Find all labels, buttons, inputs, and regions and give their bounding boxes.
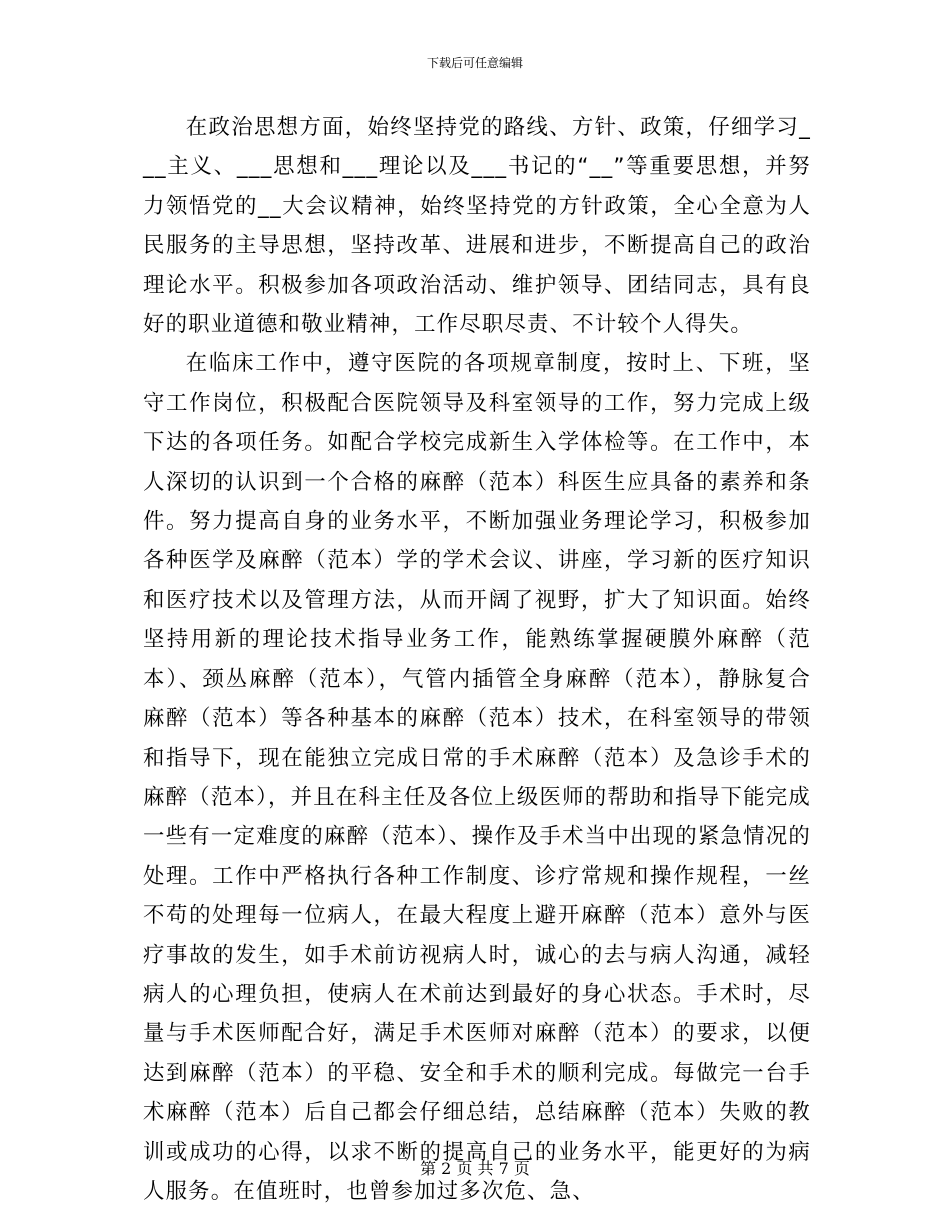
document-body [143,108,811,1211]
page-number-footer: 第 2 页 共 7 页 [420,1159,530,1178]
page-header-note: 下载后可任意编辑 [426,56,523,70]
paragraph-clinical-work: 在临床工作中，遵守医院的各项规章制度，按时上、下班，坚守工作岗位，积极配合医院领导及科室领导的工作，努力完成上级下达的各项任务。如配合学校完成新生入学体检等。在工作中，本人深切的认识到一个合格的麻醉（范本）科医生应具备的素养和条件。努力提高自身的业务水平，不断加强业务理论学习，积极参加各种医学及麻醉（范本）学的学术会议、讲座，学习新的医疗知识和医疗技术以及管理方法，从而开阔了视野，扩大了知识面。始终坚持用新的理论技术指导业务工作，能熟练掌握硬膜外麻醉（范本）、颈丛麻醉（范本），气管内插管全身麻醉（范本），静脉复合麻醉（范本）等各种基本的麻醉（范本）技术，在科室领导的带领和指导下，现在能独立完成日常的手术麻醉（范本）及急诊手术的麻醉（范本），并且在科主任及各位上级医师的帮助和指导下能完成一些有一定难度的麻醉（范本）、操作及手术当中出现的紧急情况的处理。工作中严格执行各种工作制度、诊疗常规和操作规程，一丝不苟的处理每一位病人，在最大程度上避开麻醉（范本）意外与医疗事故的发生，如手术前访视病人时，诚心的去与病人沟通，减轻病人的心理负担，使病人在术前达到最好的身心状态。手术时，尽量与手术医师配合好，满足手术医师对麻醉（范本）的要求，以便达到麻醉（范本）的平稳、安全和手术的顺利完成。每做完一台手术麻醉（范本）后自己都会仔细总结，总结麻醉（范本）失败的教训或成功的心得，以求不断的提高自己的业务水平，能更好的为病人服务。在值班时，也曾参加过多次危、急、 [143,351,811,1204]
paragraph-political-thought: 在政治思想方面，始终坚持党的路线、方针、政策，仔细学习___主义、___思想和___理论以及___书记的“__”等重要思想，并努力领悟党的__大会议精神，始终坚持党的方针政策，全心全意为人民服务的主导思想，坚持改革、进展和进步，不断提高自己的政治理论水平。积极参加各项政治活动、维护领导、团结同志，具有良好的职业道德和敬业精神，工作尽职尽责、不计较个人得失。 [143,115,811,338]
